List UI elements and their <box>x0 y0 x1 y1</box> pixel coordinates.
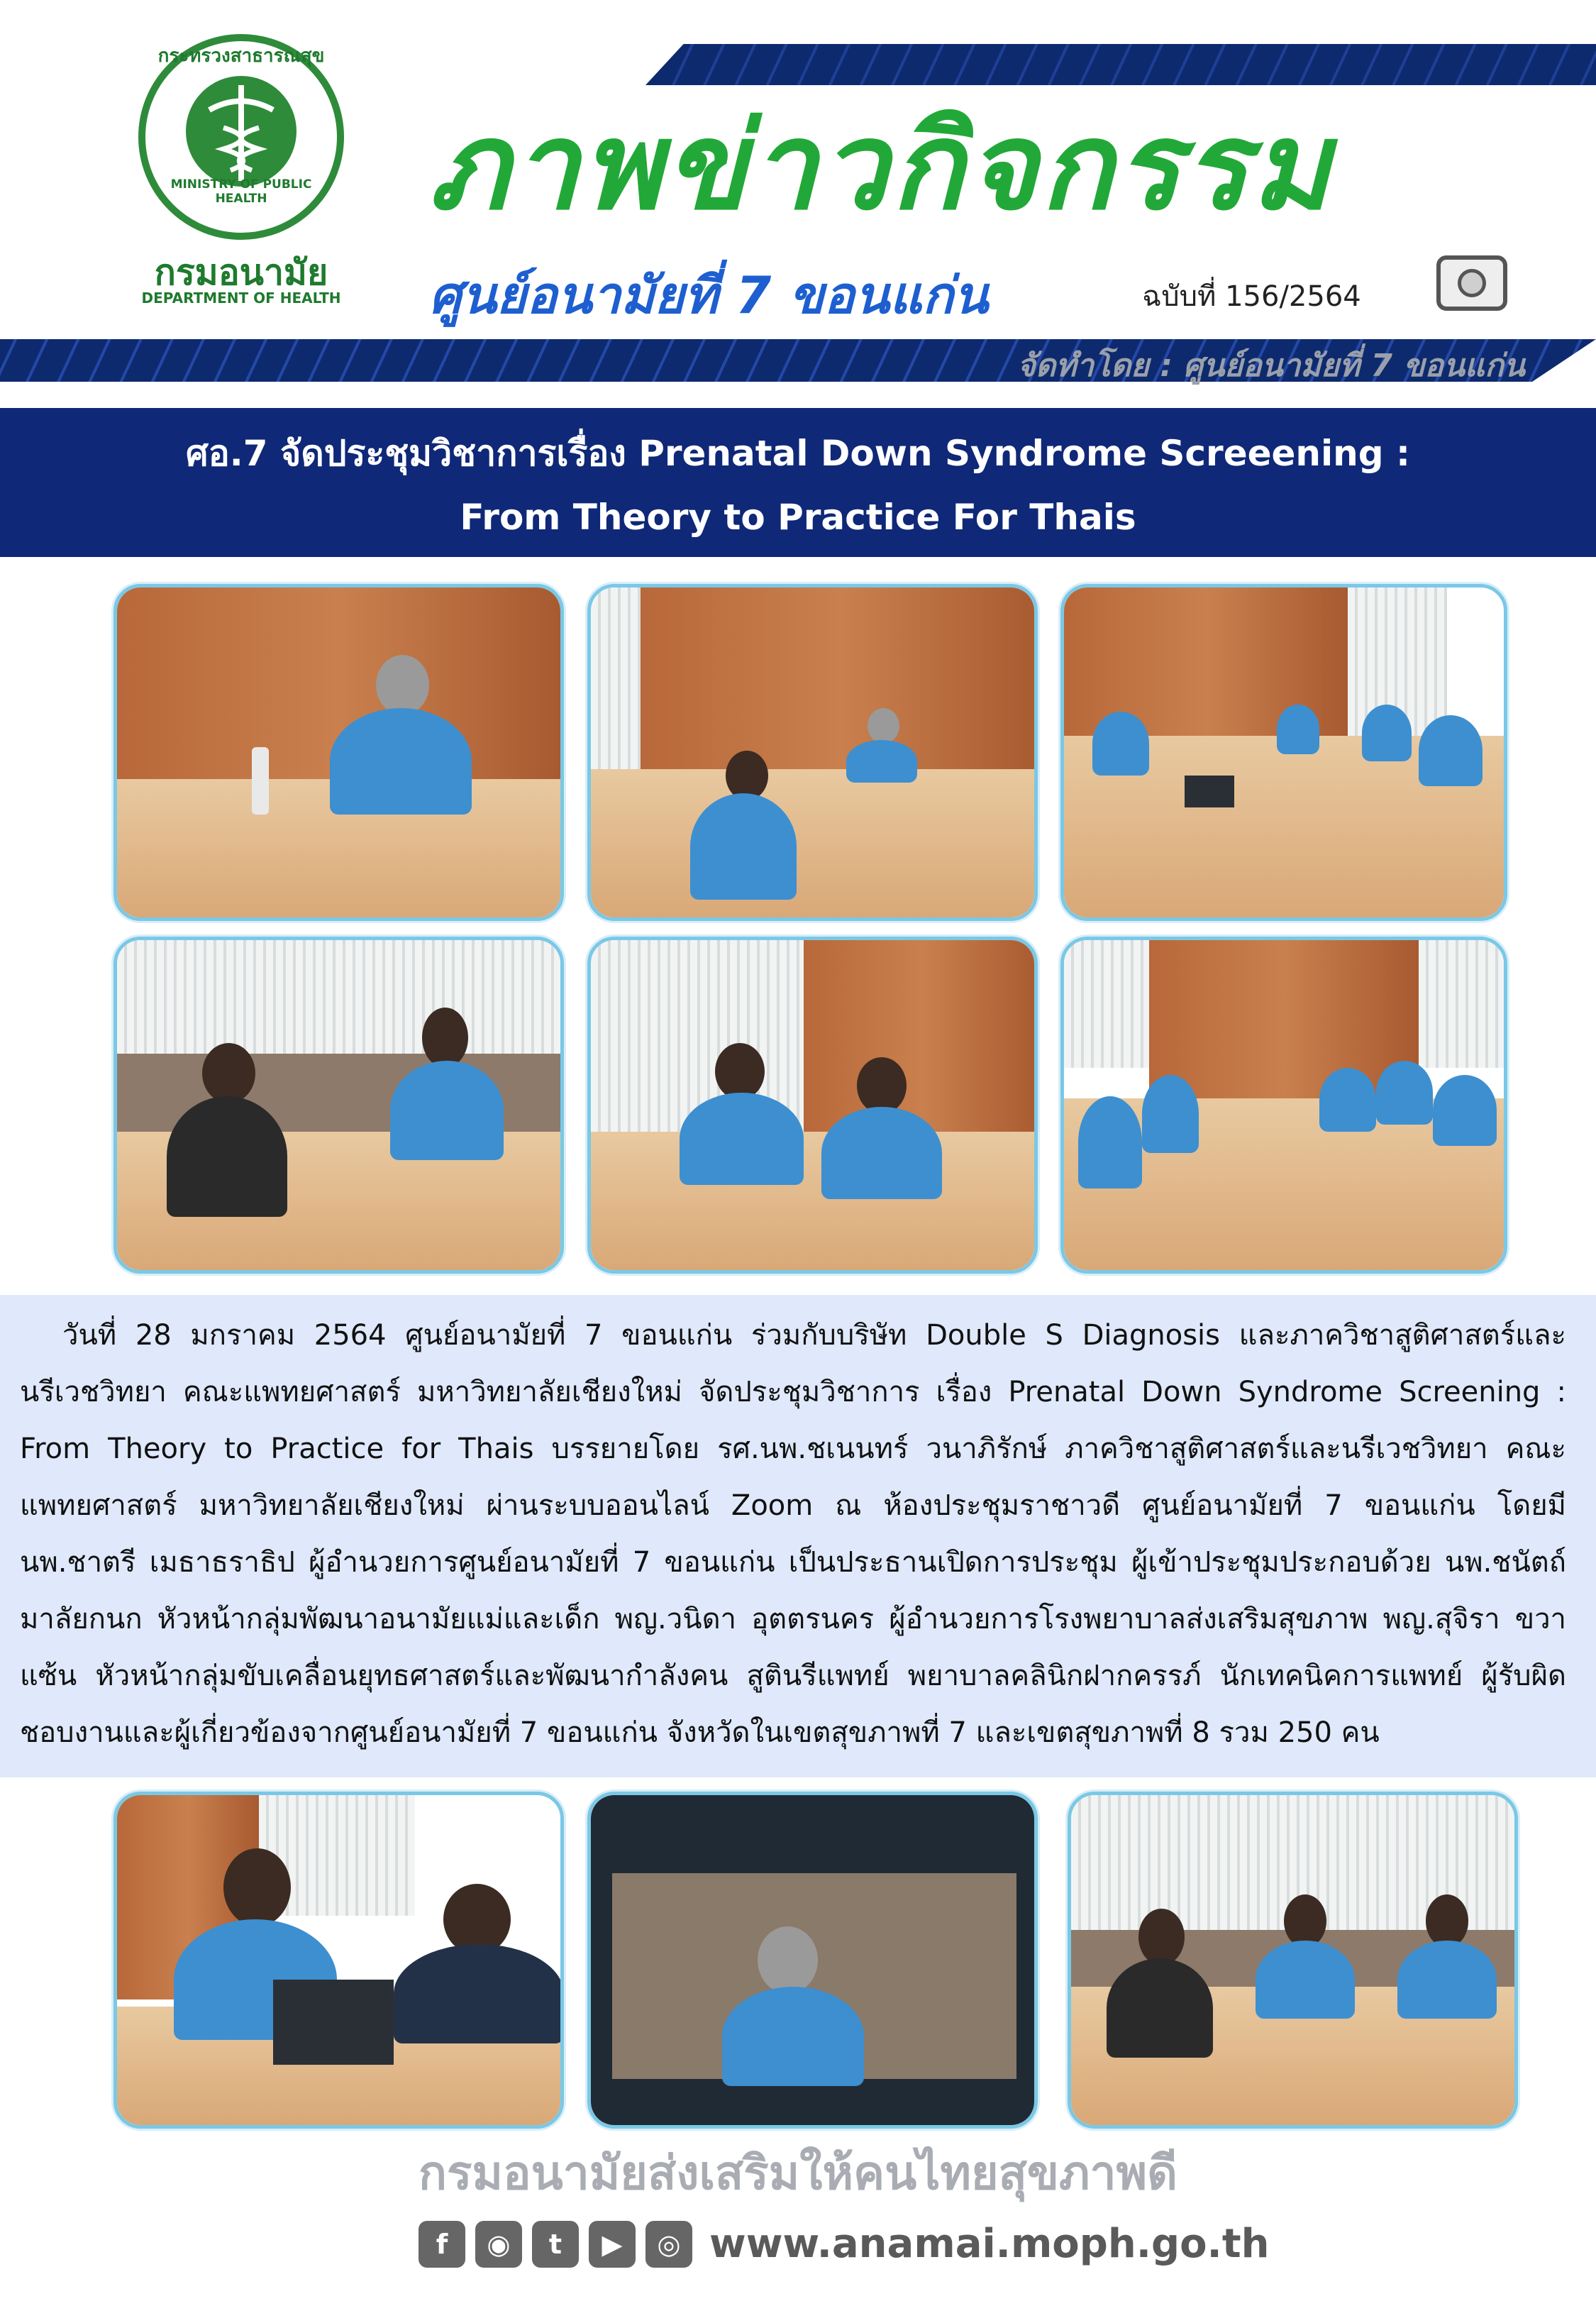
youtube-icon[interactable]: ▶ <box>589 2221 636 2268</box>
logo-ring-bottom-text: MINISTRY OF PUBLIC HEALTH <box>170 177 312 206</box>
activity-photo <box>1068 1792 1518 2129</box>
article-paragraph: วันที่ 28 มกราคม 2564 ศูนย์อนามัยที่ 7 ขอนแก่น ร่วมกับบริษัท Double S Diagnosis และภาควิชาสูติศาสตร์และนรีเวชวิทยา คณะแพทยศาสตร์ มหาวิทยาลัยเชียงใหม่ จัดประชุมวิชาการ เรื่อง Prenatal Down Syndrome Screening : From Theory to Practice for Thais บรรยายโดย รศ.นพ.ชเนนทร์ วนาภิรักษ์ ภาควิชาสูติศาสตร์และนรีเวชวิทยา คณะแพทยศาสตร์ มหาวิทยาลัยเชียงใหม่ ผ่านระบบออนไลน์ Zoom ณ ห้องประชุมราชาวดี ศูนย์อนามัยที่ 7 ขอนแก่น โดยมี นพ.ชาตรี เมธาธราธิป ผู้อำนวยการศูนย์อนามัยที่ 7 ขอนแก่น เป็นประธานเปิดการประชุม ผู้เข้าประชุมประกอบด้วย นพ.ชนัตถ์ มาลัยกนก หัวหน้ากลุ่มพัฒนาอนามัยแม่และเด็ก พญ.วนิดา อุตตรนคร ผู้อำนวยการโรงพยาบาลส่งเสริมสุขภาพ พญ.สุจิรา ขวาแซ้น หัวหน้ากลุ่มขับเคลื่อนยุทธศาสตร์และพัฒนากำลังคน สูตินรีแพทย์ พยาบาลคลินิกฝากครรภ์ นักเทคนิคการแพทย์ ผู้รับผิดชอบงานและผู้เกี่ยวข้องจากศูนย์อนามัยที่ 7 ขอนแก่น จังหวัดในเขตสุขภาพที่ 7 และเขตสุขภาพที่ 8 รวม 250 คน <box>20 1319 1566 1749</box>
header-stripe-top <box>645 44 1596 85</box>
activity-photo <box>113 1792 564 2129</box>
activity-photo <box>587 937 1038 1274</box>
page-subtitle: ศูนย์อนามัยที่ 7 ขอนแก่น <box>429 265 989 325</box>
department-name-en: DEPARTMENT OF HEALTH <box>141 289 341 307</box>
twitter-icon[interactable]: t <box>532 2221 579 2268</box>
activity-photo <box>113 937 564 1274</box>
caduceus-icon <box>181 71 301 192</box>
headline-line-1: ศอ.7 จัดประชุมวิชาการเรื่อง Prenatal Down Syndrome Screeening : <box>186 433 1410 474</box>
department-name-th: กรมอนามัย <box>154 252 328 293</box>
line-icon[interactable]: ◉ <box>475 2221 522 2268</box>
video-call-screen-photo <box>587 1792 1038 2129</box>
headline-line-2: From Theory to Practice For Thais <box>460 497 1136 538</box>
camera-lens <box>1458 269 1486 297</box>
activity-photo <box>1060 937 1507 1274</box>
facebook-icon[interactable]: f <box>419 2221 465 2268</box>
page-title: ภาพข่าวกิจกรรม <box>429 96 1334 237</box>
activity-photo <box>113 584 564 921</box>
activity-photo <box>587 584 1038 921</box>
issue-number: ฉบับที่ 156/2564 <box>1142 280 1361 313</box>
activity-photo <box>1060 584 1507 921</box>
instagram-icon[interactable]: ◎ <box>645 2221 692 2268</box>
website-link[interactable]: www.anamai.moph.go.th <box>709 2221 1270 2267</box>
footer-slogan: กรมอนามัยส่งเสริมให้คนไทยสุขภาพดี <box>419 2146 1177 2200</box>
logo-ring-top-text: กระทรวงสาธารณสุข <box>157 45 325 67</box>
organizer-credit: จัดทำโดย : ศูนย์อนามัยที่ 7 ขอนแก่น <box>1017 348 1525 384</box>
